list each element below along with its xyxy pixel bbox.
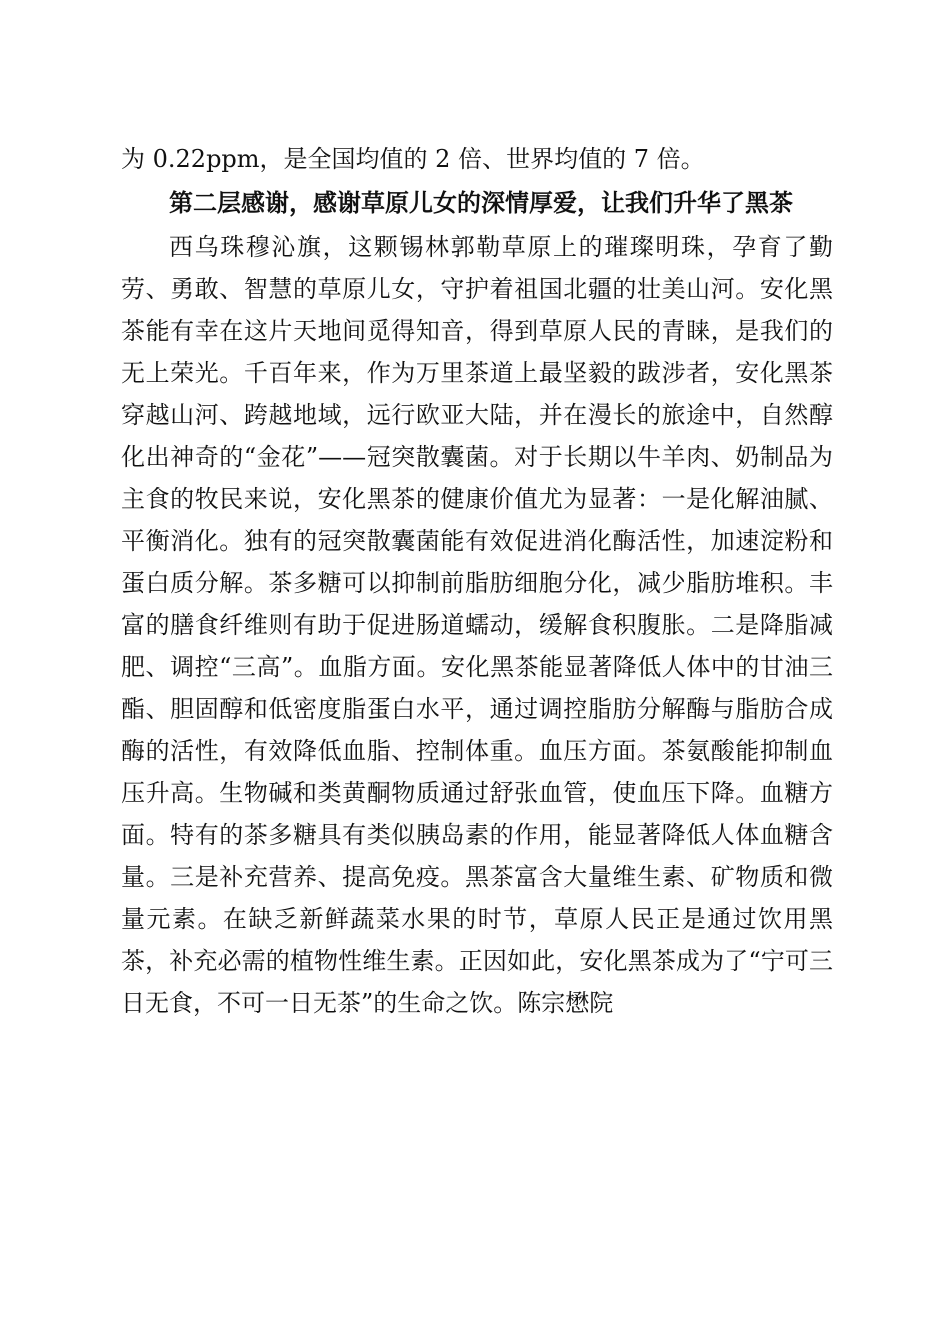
section-heading: 第二层感谢，感谢草原儿女的深情厚爱，让我们升华了黑茶 (169, 189, 793, 217)
document-body (121, 138, 833, 1024)
paragraph-continuation: 为 0.22ppm，是全国均值的 2 倍、世界均值的 7 倍。 (121, 145, 705, 173)
paragraph-body: 西乌珠穆沁旗，这颗锡林郭勒草原上的璀璨明珠，孕育了勤劳、勇敢、智慧的草原儿女，守护着祖国北疆的壮美山河。安化黑茶能有幸在这片天地间觅得知音，得到草原人民的青睐，是我们的无上荣光。千百年来，作为万里茶道上最坚毅的跋涉者，安化黑茶穿越山河、跨越地域，远行欧亚大陆，并在漫长的旅途中，自然醇化出神奇的“金花”——冠突散囊菌。对于长期以牛羊肉、奶制品为主食的牧民来说，安化黑茶的健康价值尤为显著：一是化解油腻、平衡消化。独有的冠突散囊菌能有效促进消化酶活性，加速淀粉和蛋白质分解。茶多糖可以抑制前脂肪细胞分化，减少脂肪堆积。丰富的膳食纤维则有助于促进肠道蠕动，缓解食积腹胀。二是降脂减肥、调控“三高”。血脂方面。安化黑茶能显著降低人体中的甘油三酯、胆固醇和低密度脂蛋白水平，通过调控脂肪分解酶与脂肪合成酶的活性，有效降低血脂、控制体重。血压方面。茶氨酸能抑制血压升高。生物碱和类黄酮物质通过舒张血管，使血压下降。血糖方面。特有的茶多糖具有类似胰岛素的作用，能显著降低人体血糖含量。三是补充营养、提高免疫。黑茶富含大量维生素、矿物质和微量元素。在缺乏新鲜蔬菜水果的时节，草原人民正是通过饮用黑茶，补充必需的植物性维生素。正因如此，安化黑茶成为了“宁可三日无食，不可一日无茶”的生命之饮。陈宗懋院 (121, 233, 833, 1017)
